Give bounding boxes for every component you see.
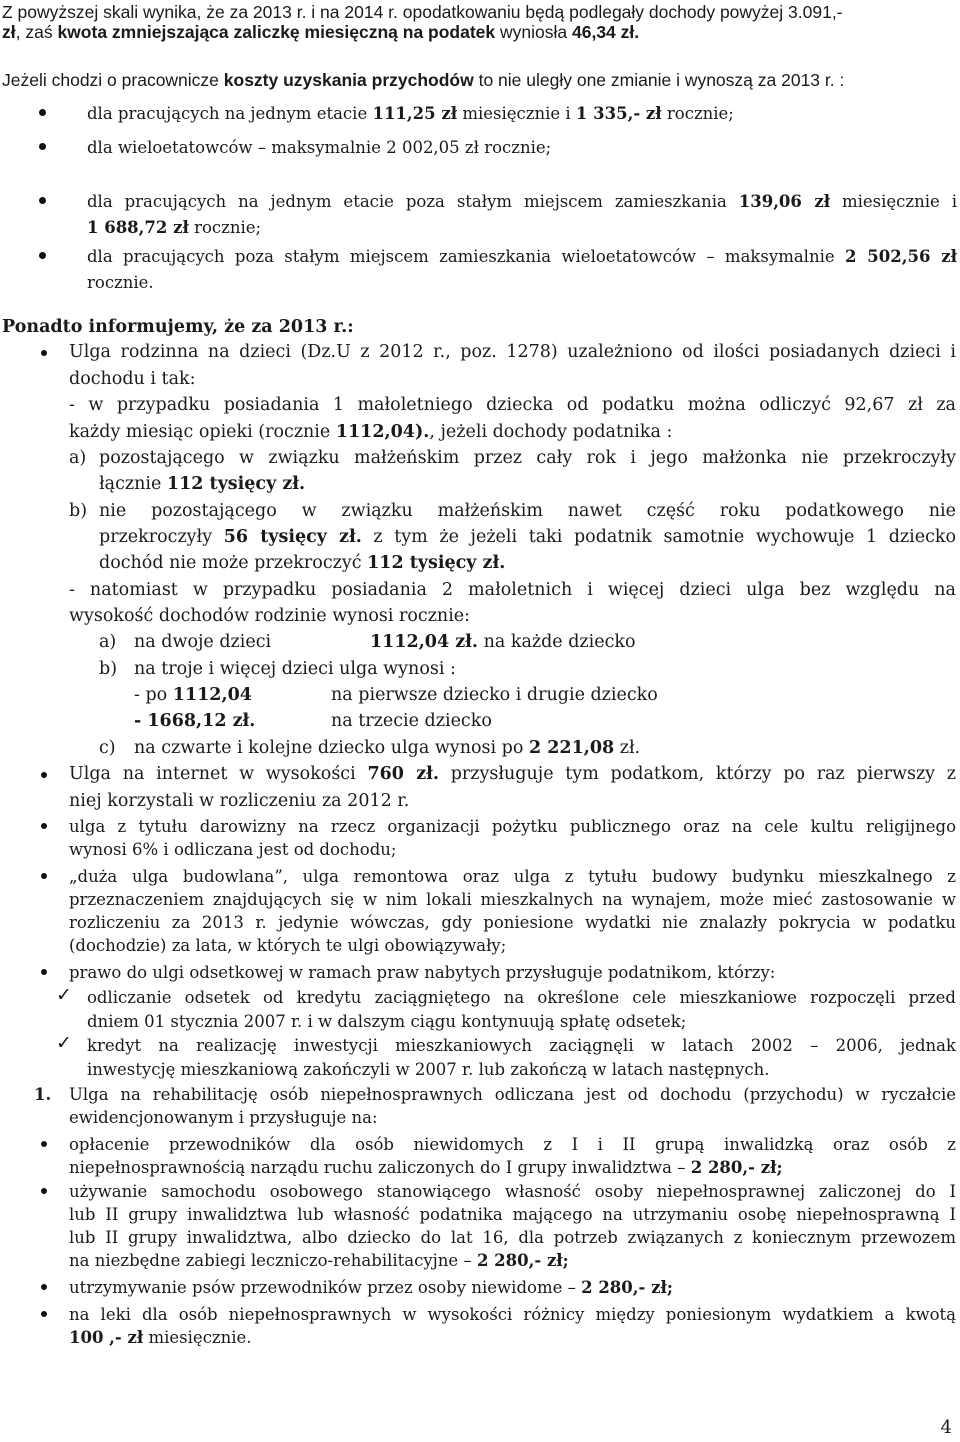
warunek-b-line-2: przekroczyły 56 tysięcy zł. z tym że jeżeli taki podatnik samotnie wychowuje 1 dziecko: [99, 527, 957, 547]
bullet-dot: [39, 143, 46, 150]
kwota-a-label: a): [99, 632, 117, 652]
bullet-dot: [41, 873, 47, 879]
kwota-b-po-1-desc: na pierwsze dziecko i drugie dziecko: [331, 685, 658, 705]
koszty-item-3-line-2: 1 688,72 zł rocznie;: [87, 218, 262, 237]
rehabilitacja-line-1: Ulga na rehabilitację osób niepełnosprawnych odliczana jest od dochodu (przychodu) w ryczałcie: [69, 1085, 956, 1104]
bullet-dot: [41, 823, 47, 829]
bullet-dot: [41, 1311, 47, 1317]
kwota-b-po-2: - 1668,12 zł.: [134, 711, 256, 731]
jedno-dziecko-line-2: każdy miesiąc opieki (rocznie 1112,04)., jeżeli dochody podatnika :: [69, 422, 673, 442]
bullet-dot: [41, 1188, 47, 1194]
koszty-intro: Jeżeli chodzi o pracownicze koszty uzyskania przychodów to nie uległy one zmianie i wynoszą za 2013 r. :: [2, 70, 845, 90]
koszty-item-3-line-1: dla pracujących na jednym etacie poza stałym miejscem zamieszkania 139,06 zł miesięcznie i: [87, 192, 957, 211]
darowizny-line-2: wynosi 6% i odliczana jest od dochodu;: [69, 840, 397, 859]
bullet-dot: [41, 969, 47, 975]
section-title: Ponadto informujemy, że za 2013 r.:: [2, 317, 354, 337]
kwota-c-text: na czwarte i kolejne dziecko ulga wynosi po 2 221,08 zł.: [134, 738, 641, 758]
ulga-rodzinna-line-1: Ulga rodzinna na dzieci (Dz.U z 2012 r., poz. 1278) uzależniono od ilości posiadanych dzieci i: [69, 342, 956, 362]
ulga-rodzinna-line-2: dochodu i tak:: [69, 369, 196, 389]
odsetkowa-line-1: prawo do ulgi odsetkowej w ramach praw nabytych przysługuje podatnikom, którzy:: [69, 963, 776, 982]
warunek-b-label: b): [69, 501, 88, 521]
kwota-a-value: 1112,04 zł. na każde dziecko: [370, 632, 636, 652]
jedno-dziecko-line-1: - w przypadku posiadania 1 małoletniego dziecka od podatku można odliczyć 92,67 zł za: [69, 395, 956, 415]
samochod-line-1: używanie samochodu osobowego stanowiącego własność osoby niepełnosprawnej zaliczonej do I: [69, 1182, 956, 1201]
darowizny-line-1: ulga z tytułu darowizny na rzecz organizacji pożytku publicznego oraz na cele kultu religijnego: [69, 817, 956, 836]
warunek-b-line-3: dochód nie może przekroczyć 112 tysięcy zł.: [99, 553, 506, 573]
koszty-item-1: dla pracujących na jednym etacie 111,25 zł miesięcznie i 1 335,- zł rocznie;: [87, 104, 734, 123]
ulga-internet-line-2: niej korzystali w rozliczeniu za 2012 r.: [69, 791, 410, 811]
bullet-dot: [41, 1141, 47, 1147]
koszty-item-4-line-1: dla pracujących poza stałym miejscem zamieszkania wieloetatowców – maksymalnie 2 502,56 zł: [87, 247, 957, 266]
koszty-item-2: dla wieloetatowców – maksymalnie 2 002,05 zł rocznie;: [87, 138, 552, 157]
bullet-dot: [39, 109, 46, 116]
dwoje-dzieci-line-1: - natomiast w przypadku posiadania 2 małoletnich i więcej dzieci ulga bez względu na: [69, 580, 956, 600]
leki-line-1: na leki dla osób niepełnosprawnych w wysokości różnicy między poniesionym wydatkiem a kwotą: [69, 1305, 956, 1324]
list-number: 1.: [34, 1085, 52, 1104]
budowlana-line-4: (dochodzie) za lata, w których te ulgi obowiązywały;: [69, 936, 507, 955]
kwota-b-po-2-desc: na trzecie dziecko: [331, 711, 492, 731]
warunek-a-line-1: pozostającego w związku małżeńskim przez cały rok i jego małżonka nie przekroczyły: [99, 448, 956, 468]
samochod-line-3: lub II grupy inwalidztwa, albo dziecko do lat 16, dla potrzeb związanych z koniecznym przewozem: [69, 1228, 956, 1247]
kwota-a-text: na dwoje dzieci: [134, 632, 272, 652]
przewodnicy-line-1: opłacenie przewodników dla osób niewidomych z I i II grupą inwalidzką oraz osób z: [69, 1135, 956, 1154]
warunek-a-line-2: łącznie 112 tysięcy zł.: [99, 474, 306, 494]
samochod-line-4: na niezbędne zabiegi leczniczo-rehabilitacyjne – 2 280,- zł;: [69, 1251, 569, 1270]
koszty-item-4-line-2: rocznie.: [87, 273, 154, 292]
kwota-b-po-1: - po 1112,04: [134, 685, 252, 705]
dwoje-dzieci-line-2: wysokość dochodów rodzinie wynosi rocznie:: [69, 606, 471, 626]
kwota-b-label: b): [99, 659, 118, 679]
psy-przewodnicy: utrzymywanie psów przewodników przez osoby niewidome – 2 280,- zł;: [69, 1278, 673, 1297]
kwota-b-text: na troje i więcej dzieci ulga wynosi :: [134, 659, 456, 679]
przewodnicy-line-2: niepełnosprawnością narządu ruchu zaliczonych do I grupy inwalidztwa – 2 280,- zł;: [69, 1158, 783, 1177]
bullet-dot: [41, 350, 47, 356]
bullet-dot: [41, 1284, 47, 1290]
checkmark-icon: ✓: [56, 984, 72, 1006]
samochod-line-2: lub II grupy inwalidztwa lub własność podatnika mającego na utrzymaniu osobę niepełnosprawną I: [69, 1205, 956, 1224]
rehabilitacja-line-2: ewidencjonowanym i przysługuje na:: [69, 1108, 378, 1127]
leki-line-2: 100 ,- zł miesięcznie.: [69, 1328, 252, 1347]
bullet-dot: [39, 252, 46, 259]
budowlana-line-3: rozliczeniu za 2013 r. jedynie wówczas, gdy poniesione wydatki nie znalazły pokrycia w podatku: [69, 913, 956, 932]
kwota-c-label: c): [99, 738, 116, 758]
warunek-b-line-1: nie pozostającego w związku małżeńskim nawet część roku podatkowego nie: [99, 501, 956, 521]
bullet-dot: [39, 197, 46, 204]
odsetkowa-check-2-line-1: kredyt na realizację inwestycji mieszkaniowych zaciągnęli w latach 2002 – 2006, jednak: [87, 1036, 956, 1055]
warunek-a-label: a): [69, 448, 87, 468]
odsetkowa-check-2-line-2: inwestycję mieszkaniową zakończyli w 2007 r. lub zakończą w latach następnych.: [87, 1060, 770, 1079]
header-line-1: Z powyższej skali wynika, że za 2013 r. i na 2014 r. opodatkowaniu będą podlegały dochody powyżej 3.091,-: [2, 2, 843, 22]
ulga-internet-line-1: Ulga na internet w wysokości 760 zł. przysługuje tym podatkom, którzy po raz pierwszy z: [69, 764, 956, 784]
odsetkowa-check-1-line-1: odliczanie odsetek od kredytu zaciągniętego na określone cele mieszkaniowe rozpoczęli przed: [87, 988, 956, 1007]
checkmark-icon: ✓: [56, 1032, 72, 1054]
page-number: 4: [940, 1417, 952, 1438]
header-line-2: zł, zaś kwota zmniejszająca zaliczkę miesięczną na podatek wyniosła 46,34 zł.: [2, 22, 640, 42]
odsetkowa-check-1-line-2: dniem 01 stycznia 2007 r. i w dalszym ciągu kontynuują spłatę odsetek;: [87, 1012, 687, 1031]
budowlana-line-2: przeznaczeniem znajdujących się w nim lokali mieszkalnych na wynajem, może mieć zastosowanie w: [69, 890, 956, 909]
bullet-dot: [41, 772, 47, 778]
budowlana-line-1: „duża ulga budowlana”, ulga remontowa oraz ulga z tytułu budowy budynku mieszkalnego z: [69, 867, 956, 886]
